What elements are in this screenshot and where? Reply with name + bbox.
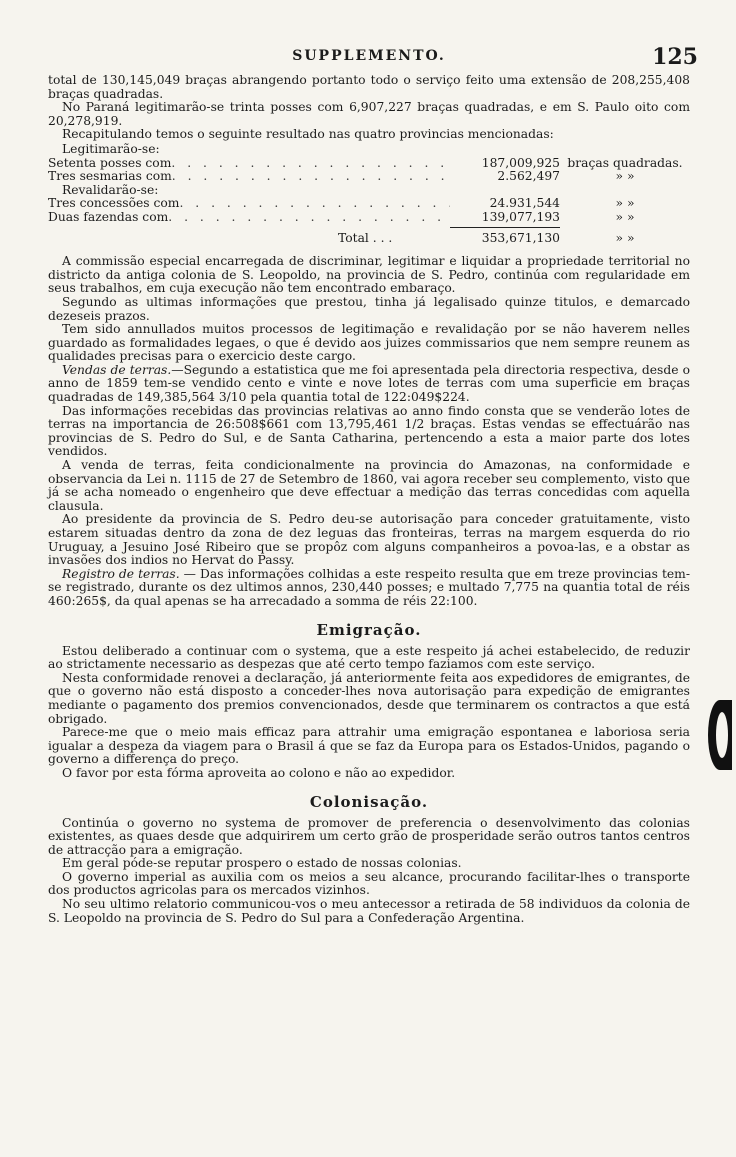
paragraph: Em geral póde-se reputar prospero o estado de nossas colonias. (62, 856, 462, 871)
recap-label: Duas fazendas com (48, 209, 169, 224)
leader-dots (172, 170, 450, 184)
paragraph: Tem sido annullados muitos processos de legitimação e revalidação por se não haverem nelles guardado as formalidades legaes, o que é devido aos juizes commissarios que nem sempre reunem as qualidades precisas para o exercicio deste cargo. (48, 322, 690, 364)
paragraph: A venda de terras, feita condicionalmente na provincia do Amazonas, na conformidade e observancia da Lei n. 1115 de 27 de Setembro de 1860, vai agora receber seu complemento, visto que já se acha nomeado o engenheiro que deve effectuar a medição das terras concedidas com aquella clausula. (48, 458, 690, 513)
paragraph: Continúa o governo no systema de promover de preferencia o desenvolvimento das colonias existentes, as quaes desde que adquirirem um certo grão de prosperidade serão outros tantos centros de attracção para a emigração. (48, 815, 690, 857)
running-title: SUPPLEMENTO. (292, 48, 446, 64)
paragraph: O favor por esta fórma aproveita ao colono e não ao expedidor. (62, 765, 456, 780)
section-title-colonisacao: Colonisação. (309, 792, 429, 811)
recap-label: Tres concessões com (48, 196, 180, 211)
paragraph: Segundo as ultimas informações que prestou, tinha já legalisado quinze titulos, e demarcado dezeseis prazos. (48, 294, 690, 323)
total-unit: » » (615, 230, 635, 245)
recap-total-row (48, 232, 690, 246)
run-in-heading: Registro de terras. (62, 566, 180, 581)
recap-label: Setenta posses com (48, 155, 172, 170)
recap-unit: » » (615, 169, 635, 184)
recap-row (48, 157, 690, 171)
paragraph: Estou deliberado a continuar com o systema, que a este respeito já achei estabelecido, de reduzir ao strictamente necessario as despezas que até certo tempo faziamos com este serviço. (48, 643, 690, 672)
paragraph-text: — Das informações colhidas a este respeito resulta que em treze provincias tem-se registrado, durante os dez ultimos annos, 230,440 posses; e multado 7,775 na quantia total de réis 460:265$, da qual apenas se ha arrecadado a somma de réis 22:100. (48, 566, 690, 608)
paragraph: No Paraná legitimarão-se trinta posses com 6,907,227 braças quadradas, e em S. Paulo oito com 20,278,919. (48, 100, 690, 128)
recap-row (48, 170, 690, 184)
leader-dots (171, 157, 450, 171)
recap-unit: » » (615, 196, 635, 211)
ink-blot-hole (716, 712, 728, 758)
total-value: 353,671,130 (481, 230, 560, 245)
paragraph-vendas (48, 364, 690, 405)
paragraph: Das informações recebidas das provincias relativas ao anno findo consta que se venderão lotes de terras na importancia de 26:508$661 com 13,795,461 1/2 braças. Estas vendas se effectuárão nas provincias de S. Pedro do Sul, e de Santa Catharina, pertencendo a esta a maior parte dos lotes vendidos. (48, 403, 690, 459)
recap-table (48, 143, 690, 245)
leader-dots (179, 197, 450, 211)
paragraph: Recapitulando temos o seguinte resultado nas quatro provincias mencionadas: (62, 127, 554, 142)
run-in-heading: Vendas de terras. (62, 362, 172, 377)
sum-rule (450, 227, 560, 228)
section-title-emigracao: Emigração. (316, 620, 422, 639)
recap-value: 2.562,497 (497, 169, 560, 184)
recap-heading: Revalidarão-se: (62, 182, 159, 197)
paragraph: Ao presidente da provincia de S. Pedro deu-se autorisação para conceder gratuitamente, visto estarem situadas dentro da zona de dez leguas das fronteiras, terras na margem esquerda do rio Uruguay, a Jesuino José Ribeiro que se propôz com alguns companheiros a povoa-las, e a obstar as invasões dos indios no Hervat do Passy. (48, 512, 690, 568)
recap-value: 24.931,544 (489, 196, 560, 211)
recap-unit: » » (615, 209, 635, 224)
recap-unit: braças quadradas. (567, 155, 683, 170)
paragraph-text: —Segundo a estatistica que me foi apresentada pela directoria respectiva, desde o anno de 1859 tem-se vendido cento e vinte e nove lotes de terras com uma superficie em braças quadradas de 149,385,564 3/10 pela quantia total de 122:049$224. (48, 362, 690, 405)
paragraph: O governo imperial as auxilia com os meios a seu alcance, procurando facilitar-lhes o transporte dos productos agricolas para os mercados vizinhos. (48, 869, 690, 898)
page-number: 125 (652, 44, 698, 70)
recap-row (48, 197, 690, 211)
paragraph: Parece-me que o meio mais efficaz para attrahir uma emigração espontanea e laboriosa seria igualar a despeza da viagem para o Brasil á que se faz da Europa para os Estados-Unidos, pagando o governo a differença do preço. (48, 725, 690, 767)
total-label: Total . . . (338, 230, 393, 245)
paragraph: total de 130,145,049 braças abrangendo portanto todo o serviço feito uma extensão de 208,255,408 braças quadradas. (48, 73, 690, 101)
recap-value: 187,009,925 (481, 155, 560, 170)
page (48, 44, 698, 925)
recap-heading: Legitimarão-se: (62, 141, 160, 156)
recap-value: 139,077,193 (481, 209, 560, 224)
recap-label: Tres sesmarias com (48, 169, 172, 184)
recap-row (48, 211, 690, 225)
paragraph: A commissão especial encarregada de discriminar, legitimar e liquidar a propriedade territorial no districto da antiga colonia de S. Leopoldo, na provincia de S. Pedro, continúa com regularidade em seus trabalhos, em cuja execução não tem encontrado embaraço. (48, 254, 690, 296)
paragraph: Nesta conformidade renovei a declaração, já anteriormente feita aos expedidores de emigrantes, de que o governo não está disposto a conceder-lhes nova autorisação para expedição de emigrantes mediante o pagamento dos premios convencionados, desde que terminarem os contractos a que está obrigado. (48, 670, 690, 726)
paragraph: No seu ultimo relatorio communicou-vos o meu antecessor a retirada de 58 individuos da colonia de S. Leopoldo na provincia de S. Pedro do Sul para a Confederação Argentina. (48, 897, 690, 925)
page-header (48, 44, 698, 74)
paragraph-registro (48, 568, 690, 609)
leader-dots (168, 211, 450, 225)
